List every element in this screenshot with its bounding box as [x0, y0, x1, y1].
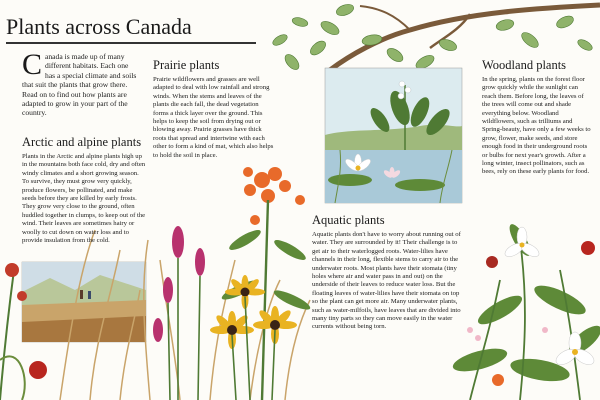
arctic-landscape-illustration	[22, 262, 146, 342]
aquatic-body: Aquatic plants don't have to worry about running out of water. They are surrounded by it! Their challenge is to get air to their waterlogged roots. Water-lilies have channels in their long, flexible stems to carry air to the underwater roots. Most plants have their stomata (tiny holes where air and water pass in and out) on the underside of their leaves to reduce water loss. But the floating leaves of water-lilies have their stomata on top so the plant can get more air. Many underwater plants, such as water-milfoils, have leaves that are divided into many tiny parts so they can move easily in the water currents without being torn.	[312, 231, 461, 331]
intro-drop-cap: C	[22, 48, 43, 81]
woodland-body: In the spring, plants on the forest floor grow quickly while the sunlight can reach them. Before long, the leaves of the trees will come out and shade everything below. Woodland wildflowers, such as trilliums and Spring-beauty, have only a few weeks to grow, flower, make seeds, and store enough food in their underground roots or bulbs for next year's growth. After a long winter, insect pollinators, such as bees, rely on these early plants for food.	[482, 76, 591, 176]
intro-text: anada is made up of many different habitats. Each one has a special climate and soils that suit the plants that grow there. Read on to find out how plants are adapted to grow in your part of the country.	[22, 52, 137, 118]
woodland-section	[482, 58, 592, 177]
prairie-section	[153, 58, 275, 160]
arctic-section	[22, 135, 147, 245]
prairie-body: Prairie wildflowers and grasses are well adapted to deal with low rainfall and strong winds. When the stems and leaves of the plants die each fall, the dead vegetation forms a thick layer over the ground. This helps to keep the soil from drying out or blowing away. Prairie grasses have thick roots that spread and intertwine with each other to form a kind of mat, which also helps to hold the soil in place.	[153, 76, 274, 159]
arctic-heading: Arctic and alpine plants	[22, 135, 142, 149]
page-title: Plants across Canada	[6, 14, 256, 44]
aquatic-section	[312, 213, 462, 332]
aquatic-heading: Aquatic plants	[312, 213, 385, 227]
arctic-body: Plants in the Arctic and alpine plants high up in the mountains both face cold, dry and often windy climates and a short growing season. To survive, they must grow very quickly, produce flowers, be pollinated, and make seeds before they are killed by early frosts. They grow very close to the ground, often huddled together in clumps, to keep out of the wind. Their leaves are sometimes hairy or woolly to cut down on water loss and to provide insulation from the cold.	[22, 153, 146, 245]
woodland-plants-illustration	[451, 221, 600, 400]
prairie-heading: Prairie plants	[153, 58, 220, 72]
intro-paragraph	[22, 48, 140, 118]
woodland-heading: Woodland plants	[482, 58, 567, 72]
aquatic-pond-illustration	[325, 68, 462, 203]
